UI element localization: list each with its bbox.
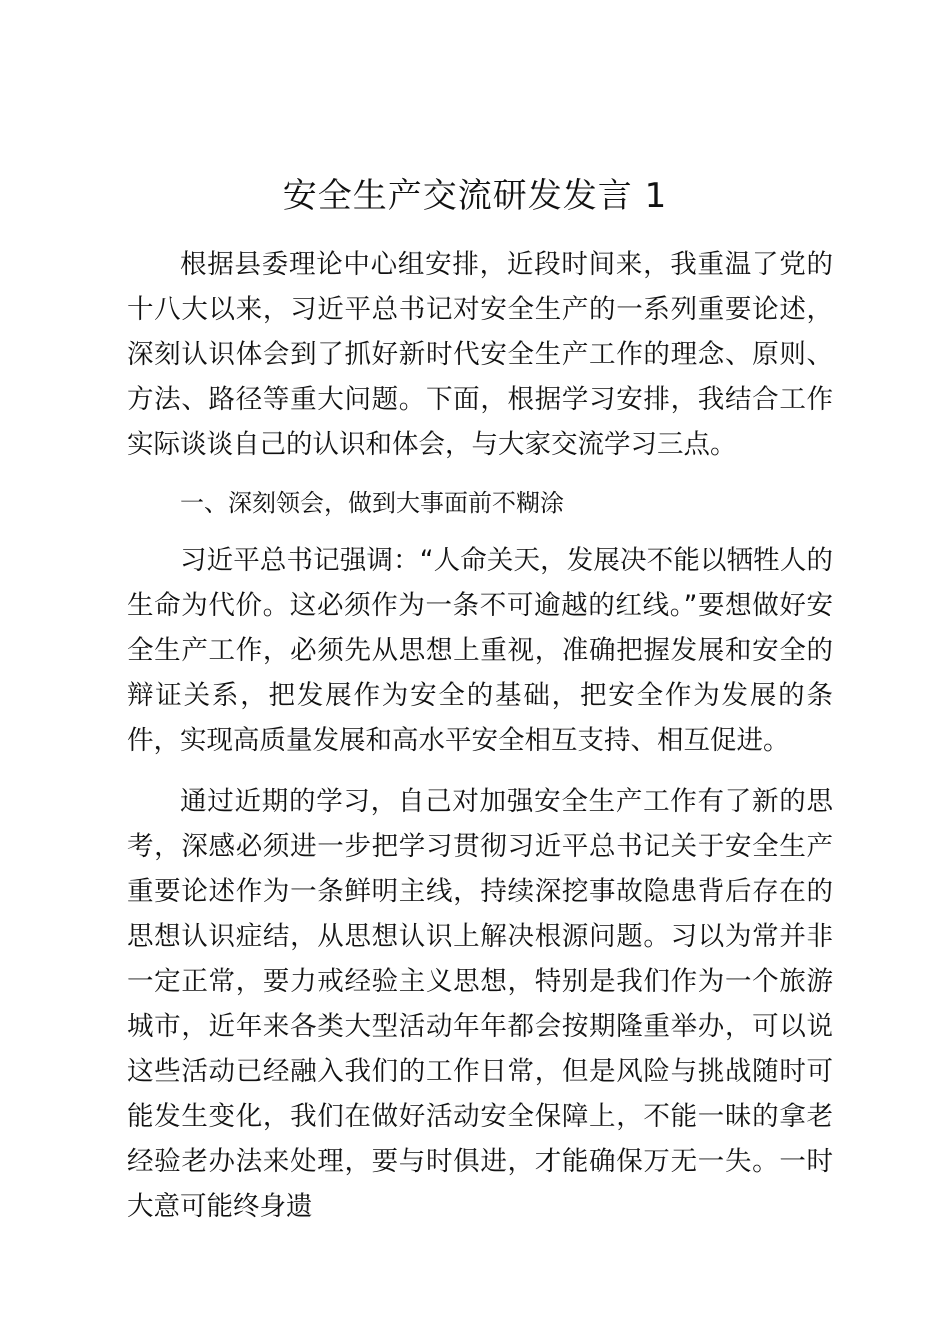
document-body	[127, 242, 833, 1229]
document-title: 安全生产交流研发发言 1	[282, 176, 668, 216]
paragraph-intro: 根据县委理论中心组安排，近段时间来，我重温了党的十八大以来，习近平总书记对安全生产的一系列重要论述，深刻认识体会到了抓好新时代安全生产工作的理念、原则、方法、路径等重大问题。下面，根据学习安排，我结合工作实际谈谈自己的认识和体会，与大家交流学习三点。	[127, 249, 833, 460]
paragraph-quote: 习近平总书记强调：“人命关天，发展决不能以牺牲人的生命为代价。这必须作为一条不可逾越的红线。”要想做好安全生产工作，必须先从思想上重视，准确把握发展和安全的辩证关系，把发展作为安全的基础，把安全作为发展的条件，实现高质量发展和高水平安全相互支持、相互促进。	[127, 545, 833, 756]
paragraph-reflection: 通过近期的学习，自己对加强安全生产工作有了新的思考，深感必须进一步把学习贯彻习近平总书记关于安全生产重要论述作为一条鲜明主线，持续深挖事故隐患背后存在的思想认识症结，从思想认识上解决根源问题。习以为常并非一定正常，要力戒经验主义思想，特别是我们作为一个旅游城市，近年来各类大型活动年年都会按期隆重举办，可以说这些活动已经融入我们的工作日常，但是风险与挑战随时可能发生变化，我们在做好活动安全保障上，不能一昧的拿老经验老办法来处理，要与时俱进，才能确保万无一失。一时大意可能终身遗	[127, 786, 833, 1222]
section-heading-1: 一、深刻领会，做到大事面前不糊涂	[180, 489, 564, 517]
